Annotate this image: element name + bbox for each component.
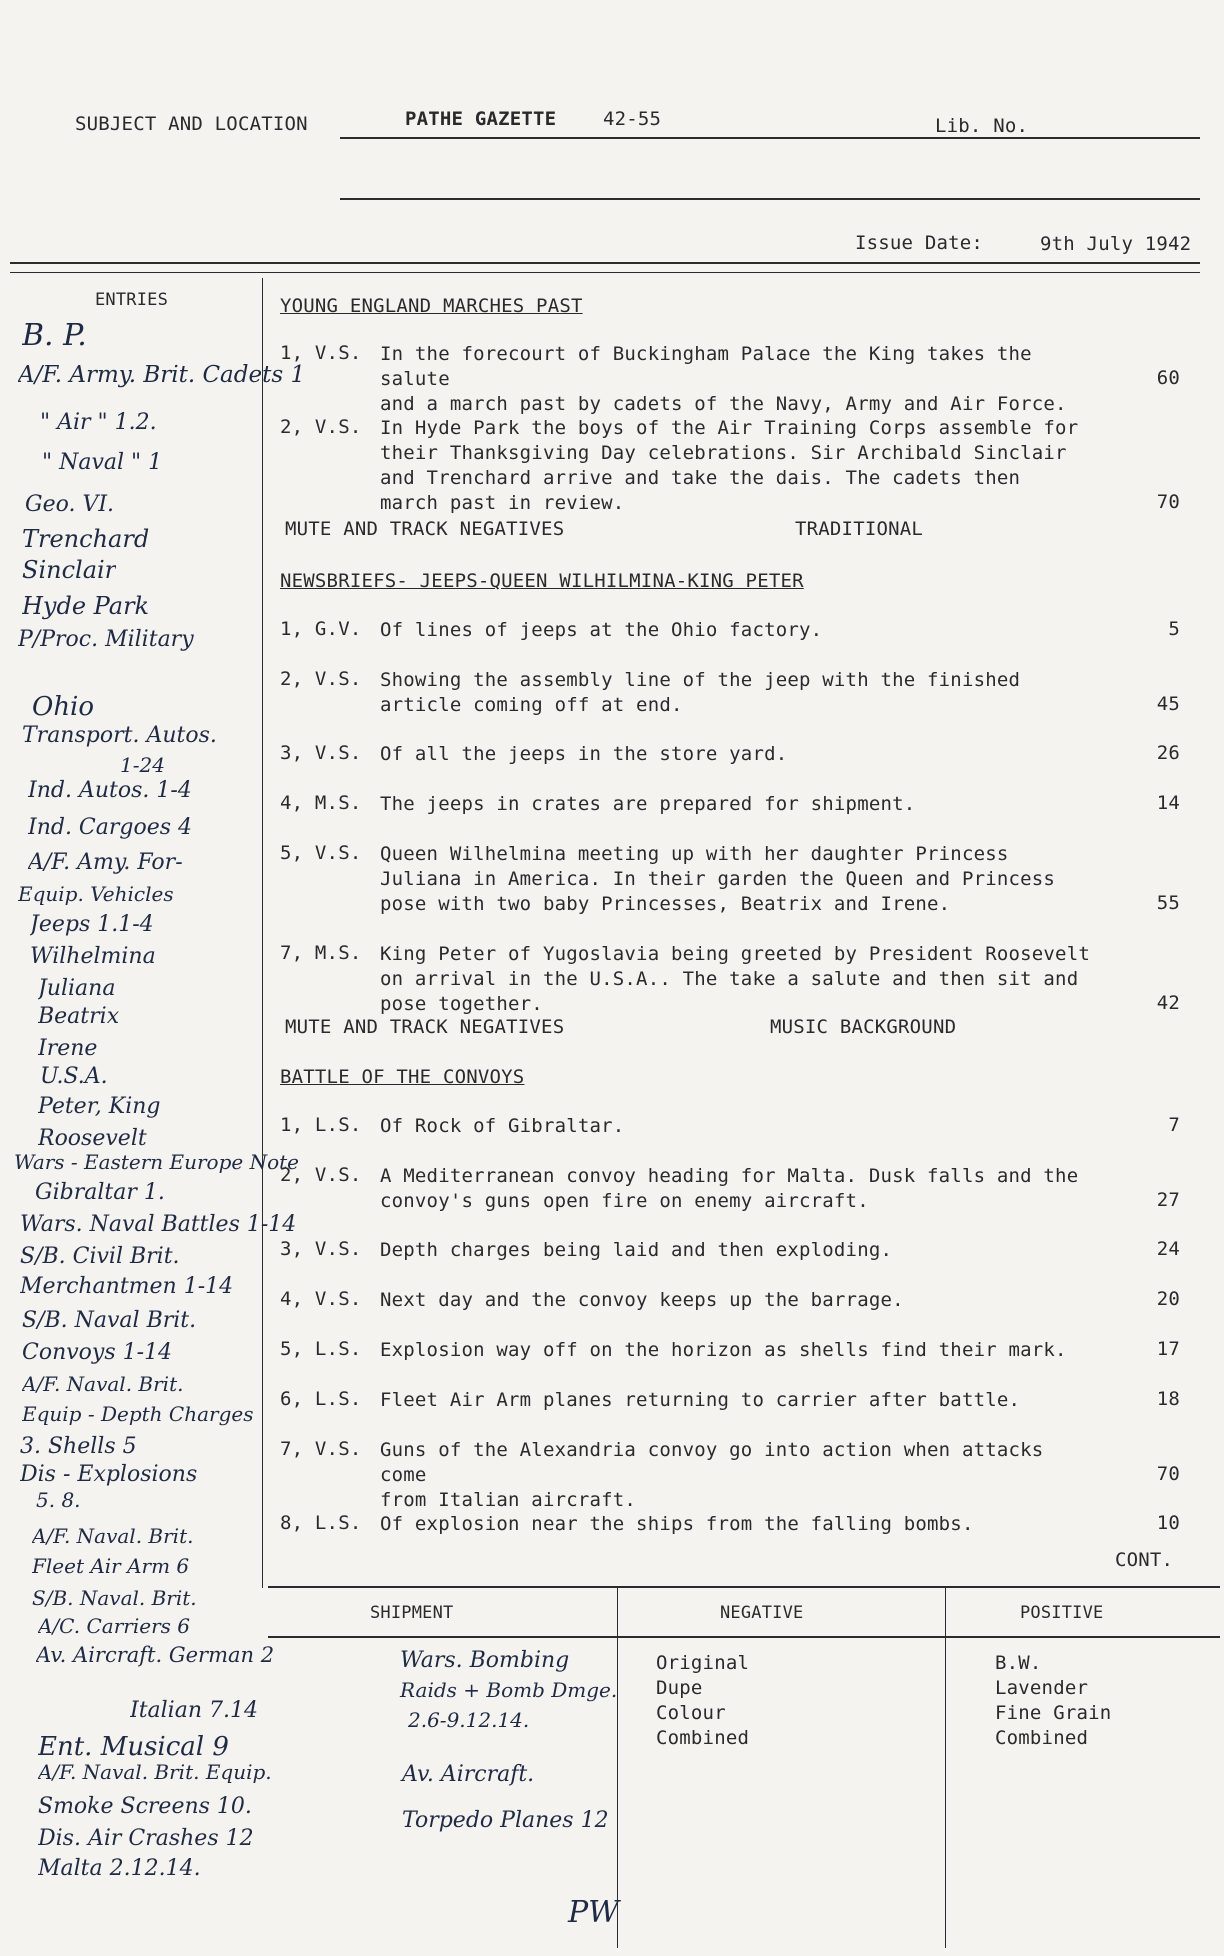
entry-note: Peter, King xyxy=(38,1094,161,1119)
entry-note: A/F. Naval. Brit. xyxy=(22,1372,184,1396)
shipment-note: 2.6-9.12.14. xyxy=(408,1708,530,1732)
header-rule-4 xyxy=(10,272,1200,273)
shot-duration: 14 xyxy=(1156,792,1180,814)
entry-note: Equip. Vehicles xyxy=(18,882,174,906)
shot-number: 2, V.S. xyxy=(280,416,362,438)
shot-duration: 70 xyxy=(1156,491,1180,513)
shot-text: Of all the jeeps in the store yard. xyxy=(380,743,788,765)
shot-text: Of Rock of Gibraltar. xyxy=(380,1115,625,1137)
table-divider-2 xyxy=(945,1588,946,1948)
shipment-note: Wars. Bombing xyxy=(400,1648,570,1673)
header-rule-2 xyxy=(340,198,1200,200)
shot-text: Explosion way off on the horizon as shells find their mark. xyxy=(380,1339,1067,1361)
entry-note: A/F. Naval. Brit. Equip. xyxy=(38,1760,272,1784)
entry-note: P/Proc. Military xyxy=(18,627,194,652)
entry-note: Av. Aircraft. German 2 xyxy=(36,1643,275,1667)
entry-note: U.S.A. xyxy=(40,1064,108,1089)
entry-note: Ohio xyxy=(32,692,95,722)
header-rule-3 xyxy=(10,262,1200,264)
entry-note: Irene xyxy=(38,1036,98,1061)
shot-duration: 18 xyxy=(1156,1388,1180,1410)
entry-note: Wilhelmina xyxy=(30,944,156,969)
table-header-rule xyxy=(268,1636,1220,1638)
entry-note: S/B. Naval Brit. xyxy=(22,1308,197,1333)
shipment-note: Raids + Bomb Dmge. xyxy=(400,1678,618,1702)
negative-option: Original xyxy=(656,1652,750,1674)
section-heading: BATTLE OF THE CONVOYS xyxy=(280,1066,525,1088)
section-heading: NEWSBRIEFS- JEEPS-QUEEN WILHILMINA-KING PETER xyxy=(280,570,804,592)
shipment-note: Av. Aircraft. xyxy=(402,1762,535,1787)
negative-option: Colour xyxy=(656,1702,726,1724)
shot-number: 4, V.S. xyxy=(280,1288,362,1310)
shot-text: Of lines of jeeps at the Ohio factory. xyxy=(380,619,823,641)
positive-option: Combined xyxy=(995,1727,1089,1749)
shot-text: Fleet Air Arm planes returning to carrier after battle. xyxy=(380,1389,1021,1411)
entry-note: " Naval " 1 xyxy=(42,450,163,475)
shot-text: Showing the assembly line of the jeep with the finished article coming off at end. xyxy=(380,669,1021,716)
shot-duration: 17 xyxy=(1156,1338,1180,1360)
negative-option: Dupe xyxy=(656,1677,703,1699)
entry-note: A/F. Amy. For- xyxy=(28,850,183,875)
shot-item xyxy=(280,416,1180,516)
entry-note: 5. 8. xyxy=(36,1488,81,1512)
shot-duration: 10 xyxy=(1156,1512,1180,1534)
entry-note: Roosevelt xyxy=(38,1126,147,1151)
positive-option: Fine Grain xyxy=(995,1702,1112,1724)
shipment-note: Torpedo Planes 12 xyxy=(402,1808,609,1833)
shot-number: 3, V.S. xyxy=(280,1238,362,1260)
music-note: TRADITIONAL xyxy=(795,518,924,540)
entry-note: Trenchard xyxy=(22,525,150,553)
shot-duration: 5 xyxy=(1168,618,1180,640)
entry-note: Geo. VI. xyxy=(25,492,115,517)
entries-divider xyxy=(262,278,263,1588)
section-heading: YOUNG ENGLAND MARCHES PAST xyxy=(280,295,583,317)
entry-note: Equip - Depth Charges xyxy=(22,1402,254,1426)
entry-note: Malta 2.12.14. xyxy=(38,1856,201,1881)
negative-label: NEGATIVE xyxy=(720,1603,804,1623)
positive-option: Lavender xyxy=(995,1677,1089,1699)
entry-note: " Air " 1.2. xyxy=(40,410,157,435)
shot-text: Depth charges being laid and then exploding. xyxy=(380,1239,893,1261)
shot-text: In Hyde Park the boys of the Air Training Corps assemble for their Thanksgiving Day celebrations. Sir Archibald Sinclair and Trenchard arrive and take the dais. The cadets then march past in review. xyxy=(380,417,1079,514)
entry-note: A/F. Army. Brit. Cadets 1 xyxy=(18,362,306,388)
entry-note: Smoke Screens 10. xyxy=(38,1794,252,1819)
shot-number: 1, G.V. xyxy=(280,618,362,640)
table-top-rule xyxy=(268,1586,1220,1588)
entry-note: Dis - Explosions xyxy=(20,1462,198,1487)
title: PATHE GAZETTE xyxy=(405,108,557,130)
subject-label: SUBJECT AND LOCATION xyxy=(75,113,308,135)
shot-duration: 55 xyxy=(1156,892,1180,914)
shot-text: King Peter of Yugoslavia being greeted by President Roosevelt on arrival in the U.S.A.. The take a salute and then sit and pose together. xyxy=(380,943,1090,1015)
shot-number: 5, V.S. xyxy=(280,842,362,864)
shot-number: 2, V.S. xyxy=(280,668,362,690)
shot-duration: 7 xyxy=(1168,1114,1180,1136)
shot-duration: 27 xyxy=(1156,1189,1180,1211)
entries-label: ENTRIES xyxy=(95,290,169,310)
issue-label: Issue Date: xyxy=(855,232,984,254)
entry-note: Transport. Autos. xyxy=(22,723,217,748)
entry-note: Ind. Cargoes 4 xyxy=(28,815,193,840)
negative-option: Combined xyxy=(656,1727,750,1749)
entry-note: A/C. Carriers 6 xyxy=(38,1614,190,1638)
entry-note: Ent. Musical 9 xyxy=(38,1732,229,1762)
entry-note: 3. Shells 5 xyxy=(20,1434,137,1459)
entry-note: Merchantmen 1-14 xyxy=(20,1274,234,1299)
entry-note: Convoys 1-14 xyxy=(22,1340,173,1365)
entry-note: B. P. xyxy=(22,318,87,353)
shot-duration: 42 xyxy=(1156,992,1180,1014)
shot-number: 3, V.S. xyxy=(280,742,362,764)
entry-note: Hyde Park xyxy=(22,592,150,620)
shot-text: The jeeps in crates are prepared for shipment. xyxy=(380,793,916,815)
shot-number: 6, L.S. xyxy=(280,1388,362,1410)
header-rule-1 xyxy=(340,137,1200,139)
shot-number: 1, L.S. xyxy=(280,1114,362,1136)
entry-note: Fleet Air Arm 6 xyxy=(32,1554,190,1578)
entry-note: Dis. Air Crashes 12 xyxy=(38,1826,254,1851)
shot-number: 4, M.S. xyxy=(280,792,362,814)
entry-note: 1-24 xyxy=(120,753,165,777)
negatives-note: MUTE AND TRACK NEGATIVES xyxy=(285,518,565,540)
entry-note: S/B. Naval. Brit. xyxy=(32,1586,197,1610)
entry-note: Jeeps 1.1-4 xyxy=(30,912,154,937)
music-note: MUSIC BACKGROUND xyxy=(770,1016,957,1038)
shot-item xyxy=(280,342,1180,415)
issue-date: 9th July 1942 xyxy=(1040,233,1192,255)
positive-label: POSITIVE xyxy=(1020,1603,1104,1623)
shot-number: 7, M.S. xyxy=(280,942,362,964)
entry-note: Gibraltar 1. xyxy=(35,1180,165,1205)
shot-duration: 20 xyxy=(1156,1288,1180,1310)
entry-note: S/B. Civil Brit. xyxy=(20,1244,180,1269)
table-divider-1 xyxy=(617,1588,618,1948)
shot-text: Of explosion near the ships from the falling bombs. xyxy=(380,1513,974,1535)
cont-label: CONT. xyxy=(1115,1549,1174,1571)
shot-text: Queen Wilhelmina meeting up with her daughter Princess Juliana in America. In their garden the Queen and Princess pose with two baby Princesses, Beatrix and Irene. xyxy=(380,843,1056,915)
lib-label: Lib. No. xyxy=(935,115,1029,137)
shot-text: A Mediterranean convoy heading for Malta. Dusk falls and the convoy's guns open fire on enemy aircraft. xyxy=(380,1165,1079,1212)
entry-note: Ind. Autos. 1-4 xyxy=(28,778,192,803)
entry-note: Juliana xyxy=(38,976,116,1001)
initials: PW xyxy=(568,1895,620,1930)
shot-text: In the forecourt of Buckingham Palace the King takes the salute and a march past by cadets of the Navy, Army and Air Force. xyxy=(380,343,1067,415)
shot-duration: 24 xyxy=(1156,1238,1180,1260)
reel-number: 42-55 xyxy=(603,108,662,130)
shot-text: Next day and the convoy keeps up the barrage. xyxy=(380,1289,904,1311)
entry-note: Sinclair xyxy=(22,556,117,584)
shot-duration: 45 xyxy=(1156,693,1180,715)
shipment-label: SHIPMENT xyxy=(370,1603,454,1623)
entry-note: A/F. Naval. Brit. xyxy=(32,1524,194,1548)
shot-text: Guns of the Alexandria convoy go into action when attacks come from Italian aircraft. xyxy=(380,1439,1044,1511)
shot-duration: 60 xyxy=(1156,367,1180,389)
shot-number: 2, V.S. xyxy=(280,1164,362,1186)
entry-note: Italian 7.14 xyxy=(130,1698,258,1723)
entry-note: Beatrix xyxy=(38,1004,120,1029)
shot-duration: 70 xyxy=(1156,1463,1180,1485)
negatives-note: MUTE AND TRACK NEGATIVES xyxy=(285,1016,565,1038)
positive-option: B.W. xyxy=(995,1652,1042,1674)
shot-number: 5, L.S. xyxy=(280,1338,362,1360)
shot-number: 1, V.S. xyxy=(280,342,362,364)
shot-number: 8, L.S. xyxy=(280,1512,362,1534)
entry-note: Wars. Naval Battles 1-14 xyxy=(20,1212,297,1237)
shot-number: 7, V.S. xyxy=(280,1438,362,1460)
shot-duration: 26 xyxy=(1156,742,1180,764)
entry-note: Wars - Eastern Europe Note xyxy=(14,1150,299,1174)
